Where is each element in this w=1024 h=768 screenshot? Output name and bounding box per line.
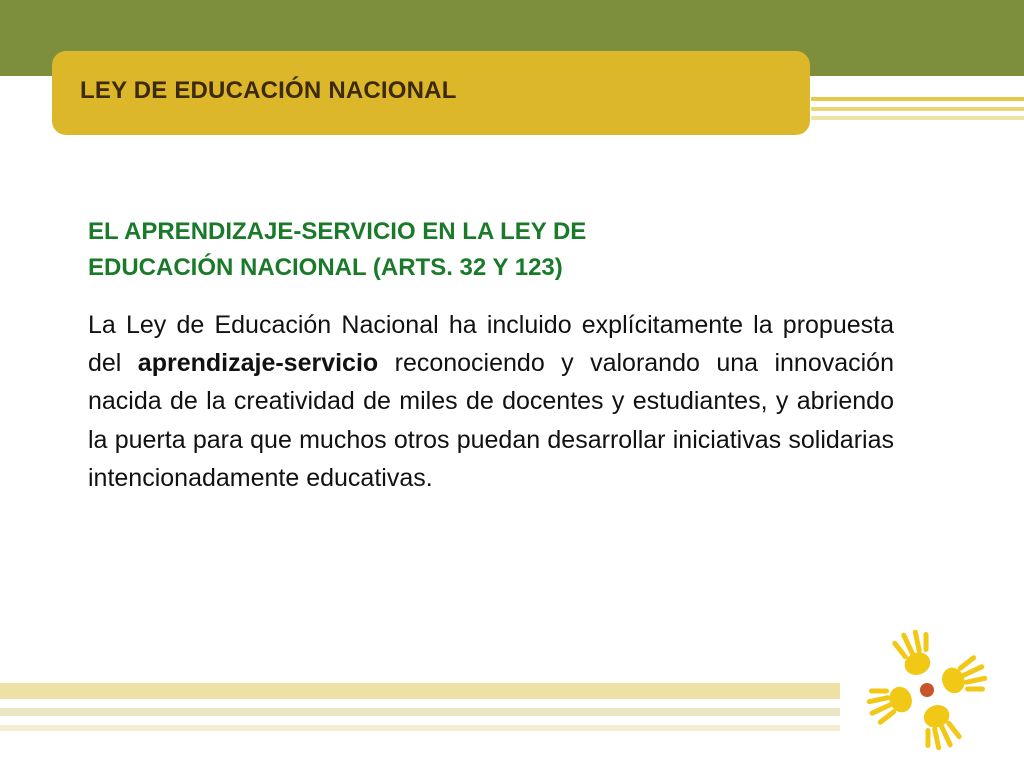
slide-title: LEY DE EDUCACIÓN NACIONAL (80, 77, 457, 104)
section-subheading (88, 214, 778, 286)
body-text-part-2: reconociendo y valorando una innovación nacida de la creatividad de miles de docentes y estudiantes, y abriendo la puerta para que muchos otros puedan desarrollar iniciativas solidarias intencionadamente educativas. (88, 349, 894, 492)
header-stripe (811, 97, 1024, 101)
body-paragraph (88, 306, 894, 497)
footer-stripe (0, 683, 840, 699)
body-text-bold: aprendizaje-servicio (137, 349, 379, 378)
footer-stripe (0, 725, 840, 731)
body-text-part-1: La Ley de Educación Nacional ha incluido explícitamente la propuesta del (88, 311, 894, 378)
header-stripe (811, 116, 1024, 120)
footer-stripe (0, 708, 840, 716)
subheading-line-2: EDUCACIÓN NACIONAL (ARTS. 32 Y 123) (88, 254, 563, 281)
header-stripe (811, 107, 1024, 111)
hands-circle-logo-icon (862, 628, 992, 758)
subheading-line-1: EL APRENDIZAJE-SERVICIO EN LA LEY DE (88, 218, 587, 245)
